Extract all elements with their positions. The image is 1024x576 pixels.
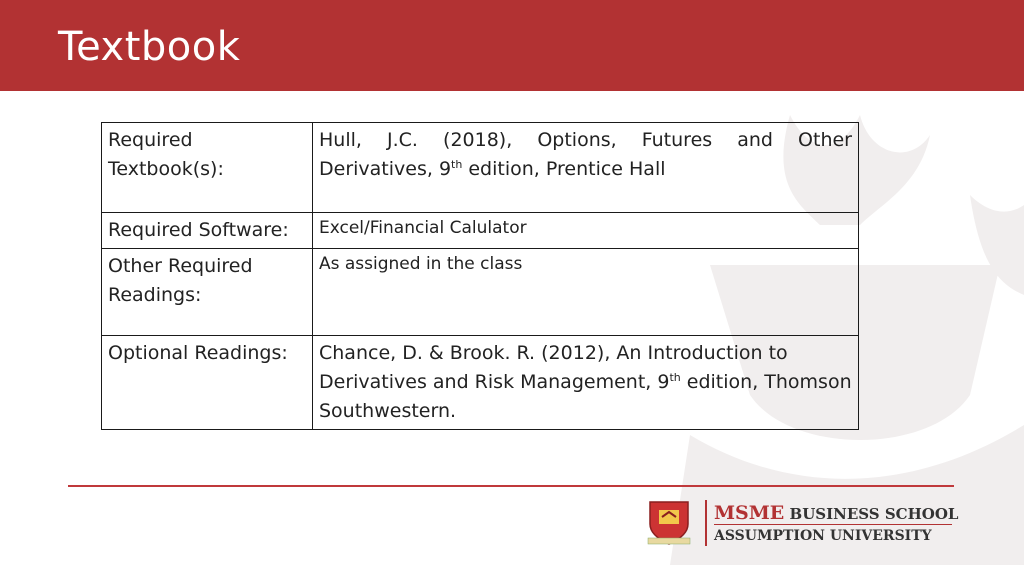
row-label: Other Required Readings:: [102, 249, 313, 336]
logo-university-name: ASSUMPTION UNIVERSITY: [714, 528, 932, 544]
table-row: [102, 336, 859, 430]
row-value: Hull, J.C. (2018), Options, Futures and Other Derivatives, 9th edition, Prentice Hall: [313, 123, 859, 213]
table-row: [102, 249, 859, 336]
row-value: Excel/Financial Calulator: [313, 213, 859, 249]
row-label: Required Textbook(s):: [102, 123, 313, 213]
logo-separator: [714, 524, 952, 525]
table-row: [102, 123, 859, 213]
footer-divider: [68, 485, 954, 487]
title-bar: [0, 0, 1024, 91]
row-value: Chance, D. & Brook. R. (2012), An Introduction to Derivatives and Risk Management, 9th edition, Thomson Southwestern.: [313, 336, 859, 430]
course-info-table: [101, 122, 859, 430]
table-row: [102, 213, 859, 249]
slide-title: Textbook: [58, 24, 241, 70]
row-label: Required Software:: [102, 213, 313, 249]
row-value: As assigned in the class: [313, 249, 859, 336]
university-crest-icon: [644, 498, 694, 546]
row-label: Optional Readings:: [102, 336, 313, 430]
logo-school-name: MSME BUSINESS SCHOOL: [714, 502, 959, 524]
logo-divider: [705, 500, 707, 546]
